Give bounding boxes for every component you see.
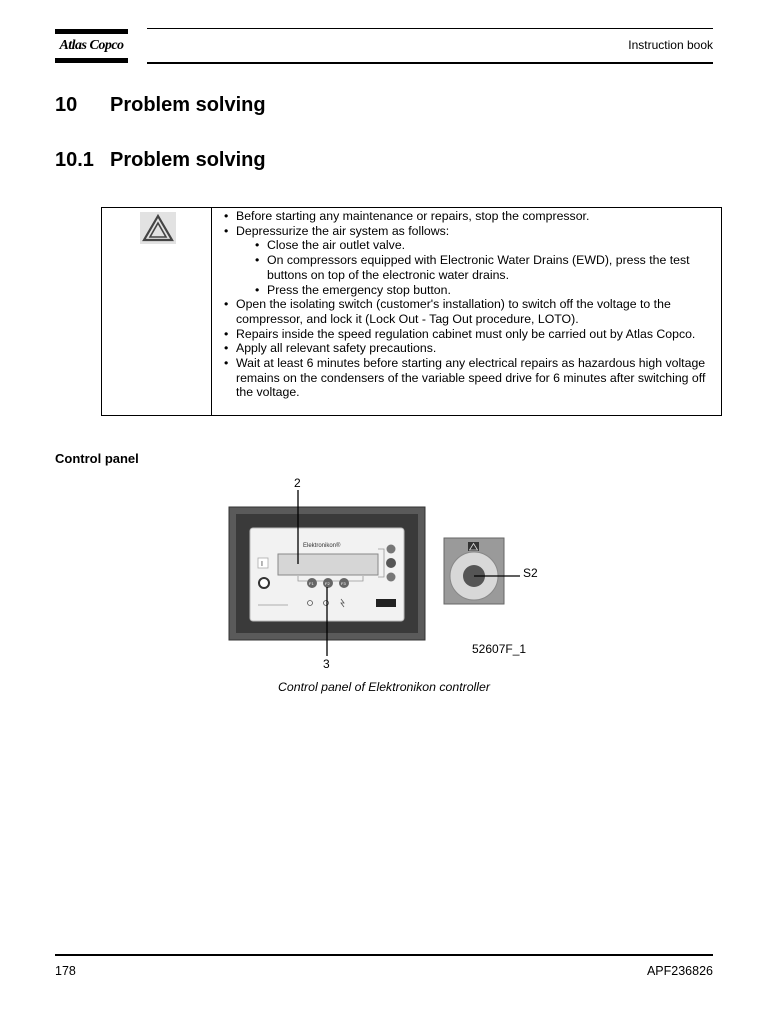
logo-bar-bottom <box>55 58 128 63</box>
logo-bar-top <box>55 29 128 34</box>
header-rule-top <box>147 28 713 29</box>
warning-item: • Apply all relevant safety precautions. <box>222 341 712 356</box>
page-number: 178 <box>55 964 76 978</box>
warning-sublist <box>236 238 712 297</box>
figure-code: 52607F_1 <box>472 642 527 656</box>
function-key-label: F3 <box>341 581 346 586</box>
footer-rule <box>55 954 713 956</box>
warning-item-text: Depressurize the air system as follows: <box>236 223 450 238</box>
control-panel-subheading: Control panel <box>55 451 139 466</box>
warning-box-divider <box>211 208 212 415</box>
callout-label-s2: S2 <box>523 566 538 580</box>
warning-subitem: • Press the emergency stop button. <box>253 283 712 298</box>
callout-label-2: 2 <box>294 476 301 490</box>
warning-item: • Open the isolating switch (customer's installation) to switch off the voltage to the compressor, and lock it (Lock Out - Tag Out procedure, LOTO). <box>222 297 712 326</box>
arrow-down-key <box>387 573 396 582</box>
panel-logo-icon <box>376 599 396 607</box>
control-panel-figure <box>228 472 548 672</box>
warning-list <box>222 209 712 400</box>
figure-caption: Control panel of Elektronikon controller <box>278 680 490 694</box>
warning-item <box>222 224 712 298</box>
warning-subitem: • On compressors equipped with Electronic Water Drains (EWD), press the test buttons on top of the electronic water drains. <box>253 253 712 282</box>
section-title: Problem solving <box>110 149 266 171</box>
warning-item: • Before starting any maintenance or repairs, stop the compressor. <box>222 209 712 224</box>
warning-item: • Wait at least 6 minutes before starting any electrical repairs as hazardous high voltage remains on the condensers of the variable speed drive for 6 minutes after switching off the voltage. <box>222 356 712 400</box>
chapter-number: 10 <box>55 94 78 116</box>
function-key-label: F2 <box>325 581 330 586</box>
controller-brand-text: Elektronikon® <box>303 543 341 549</box>
safety-warning-box <box>101 207 722 416</box>
warning-subitem: • Close the air outlet valve. <box>253 238 712 253</box>
logo-text: Atlas Copco <box>59 38 124 53</box>
stop-button <box>259 578 269 588</box>
chapter-heading <box>55 94 266 117</box>
section-heading <box>55 149 266 172</box>
chapter-title: Problem solving <box>110 94 266 116</box>
header-rule-bottom <box>147 62 713 64</box>
warning-triangle-icon <box>140 212 176 244</box>
section-number: 10.1 <box>55 149 94 171</box>
enter-key <box>386 558 396 568</box>
header-doc-type: Instruction book <box>628 38 713 52</box>
start-button <box>258 558 268 568</box>
document-id: APF236826 <box>646 964 713 978</box>
warning-item: • Repairs inside the speed regulation cabinet must only be carried out by Atlas Copco. <box>222 327 712 342</box>
arrow-up-key <box>387 545 396 554</box>
function-key-label: F1 <box>309 581 314 586</box>
callout-label-3: 3 <box>323 657 330 671</box>
start-symbol: I <box>261 561 263 568</box>
atlas-copco-logo <box>55 29 128 63</box>
display-screen <box>278 554 378 575</box>
